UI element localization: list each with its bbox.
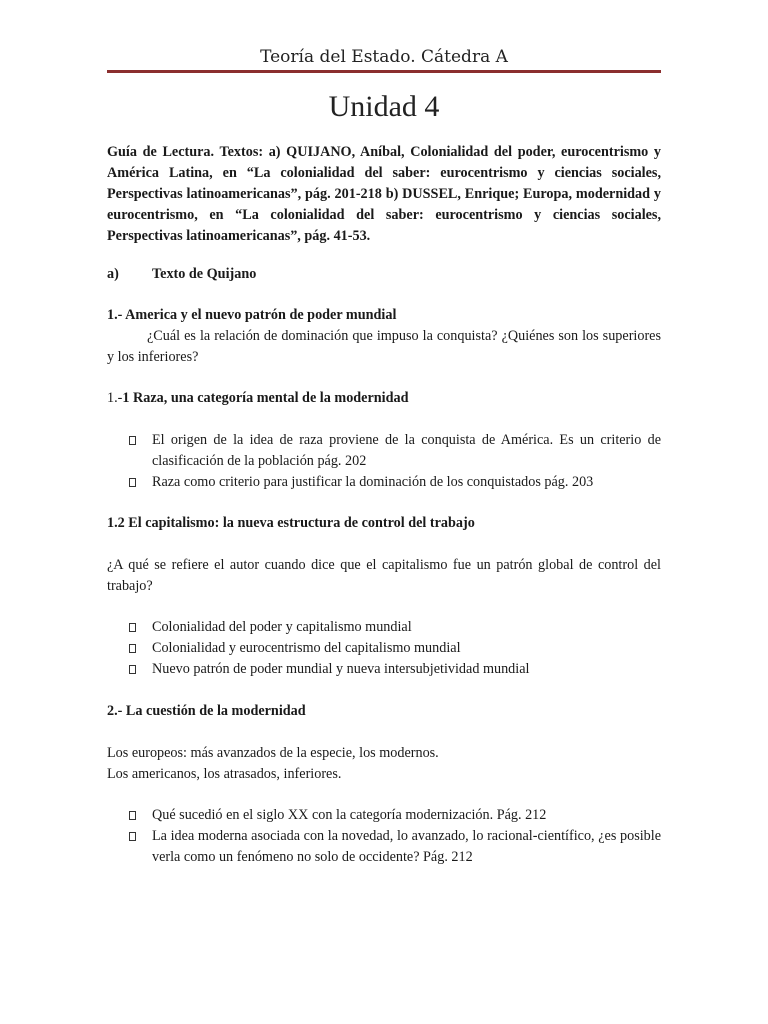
list-item bbox=[107, 805, 661, 826]
section-1-1-title: 1 Raza, una categoría mental de la modernidad bbox=[122, 390, 409, 406]
section-1-2-heading: 1.2 El capitalismo: la nueva estructura de control del trabajo bbox=[107, 515, 475, 531]
list-item bbox=[107, 430, 661, 472]
checkbox-bullet-icon bbox=[129, 811, 136, 820]
section-2-bullet-list bbox=[107, 805, 661, 868]
section-1-1-bullet-list bbox=[107, 430, 661, 493]
list-item-text: La idea moderna asociada con la novedad, lo avanzado, lo racional-científico, ¿es posible verla como un fenómeno no solo de occidente? Pág. 212 bbox=[152, 828, 661, 865]
checkbox-bullet-icon bbox=[129, 832, 136, 841]
section-2-line-1: Los europeos: más avanzados de la especie, los modernos. bbox=[107, 745, 439, 761]
section-1-2-question: ¿A qué se refiere el autor cuando dice que el capitalismo fue un patrón global de control del trabajo? bbox=[107, 557, 661, 594]
list-item bbox=[107, 638, 661, 659]
list-item-text: Colonialidad y eurocentrismo del capitalismo mundial bbox=[152, 640, 461, 656]
list-item-text: Qué sucedió en el siglo XX con la categoría modernización. Pág. 212 bbox=[152, 807, 547, 823]
section-2-line-2: Los americanos, los atrasados, inferiores. bbox=[107, 766, 342, 782]
unit-title: Unidad 4 bbox=[328, 90, 440, 123]
list-item bbox=[107, 472, 661, 493]
section-2-heading: 2.- La cuestión de la modernidad bbox=[107, 703, 306, 719]
section-1-question: ¿Cuál es la relación de dominación que impuso la conquista? ¿Quiénes son los superiores y los inferiores? bbox=[107, 328, 661, 365]
list-item-text: Raza como criterio para justificar la dominación de los conquistados pág. 203 bbox=[152, 474, 594, 490]
section-1-1-prefix: 1.- bbox=[107, 390, 123, 406]
section-a-heading bbox=[107, 264, 661, 285]
section-1-2-bullet-list bbox=[107, 617, 661, 680]
checkbox-bullet-icon bbox=[129, 665, 136, 674]
checkbox-bullet-icon bbox=[129, 478, 136, 487]
header-title: Teoría del Estado. Cátedra A bbox=[260, 47, 508, 67]
list-item bbox=[107, 617, 661, 638]
reading-guide-intro: Guía de Lectura. Textos: a) QUIJANO, Aníbal, Colonialidad del poder, eurocentrismo y América Latina, en “La colonialidad del saber: eurocentrismo y ciencias sociales, Perspectivas latinoamericanas”, pág. 201-218 b) DUSSEL, Enrique; Europa, modernidad y eurocentrismo, en “La colonialidad del saber: eurocentrismo y ciencias sociales, Perspectivas latinoamericanas”, pág. 41-53. bbox=[107, 144, 661, 244]
section-1-1-heading bbox=[107, 388, 661, 409]
checkbox-bullet-icon bbox=[129, 644, 136, 653]
list-item bbox=[107, 659, 661, 680]
list-item bbox=[107, 826, 661, 868]
section-1-heading: 1.- America y el nuevo patrón de poder mundial bbox=[107, 307, 397, 323]
header-divider bbox=[107, 70, 661, 73]
list-item-text: Nuevo patrón de poder mundial y nueva intersubjetividad mundial bbox=[152, 661, 530, 677]
section-a-marker: a) bbox=[107, 266, 119, 282]
checkbox-bullet-icon bbox=[129, 436, 136, 445]
list-item-text: El origen de la idea de raza proviene de la conquista de América. Es un criterio de clasificación de la población pág. 202 bbox=[152, 432, 661, 469]
section-a-label: Texto de Quijano bbox=[152, 266, 257, 282]
list-item-text: Colonialidad del poder y capitalismo mundial bbox=[152, 619, 412, 635]
checkbox-bullet-icon bbox=[129, 623, 136, 632]
